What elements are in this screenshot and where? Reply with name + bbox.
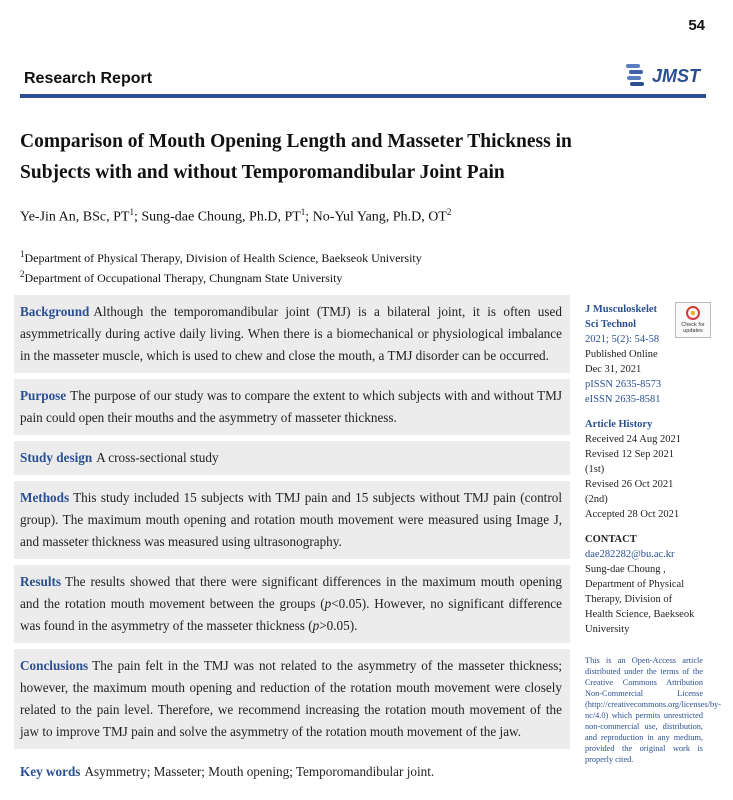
contact-title: CONTACT (585, 534, 637, 545)
contact-line: Therapy, Division of (585, 594, 673, 605)
section-label: Research Report (24, 70, 153, 87)
abstract-keywords: Key words Asymmetry; Masseter; Mouth opening; Temporomandibular joint. (20, 764, 435, 779)
page-number: 54 (688, 17, 705, 34)
abstract-label: Study design (20, 450, 93, 465)
abstract-methods: Methods This study included 15 subjects with TMJ pain and 15 subjects without TMJ pain (control group). The maximum mouth opening and rotation mouth movement were measured using Image J, and masseter thickness was measured using ultrasonography. (14, 481, 570, 559)
history-item: (2nd) (585, 494, 608, 505)
journal-name: Sci Technol (585, 319, 637, 330)
citation: 2021; 5(2): 54-58 (585, 334, 660, 345)
published-label: Published Online (585, 349, 658, 360)
check-for-updates-badge[interactable] (675, 302, 711, 338)
journal-logo (624, 62, 700, 90)
abstract-label: Results (20, 574, 62, 589)
abstract-background: Background Although the temporomandibular joint (TMJ) is a bilateral joint, it is often used asymmetrically during active daily living. When there is a biomechanical or physiological imbalance in the masseter muscle, which is used to chew and close the mouth, a TMJ disorder can be occurred. (14, 295, 570, 373)
article-info-sidebar (585, 302, 722, 765)
header-rule (20, 94, 706, 98)
abstract-study-design: Study design A cross-sectional study (14, 441, 570, 475)
check-for-updates-label: Check for updates (681, 322, 705, 334)
eissn: eISSN 2635-8581 (585, 394, 661, 405)
pissn: pISSN 2635-8573 (585, 379, 662, 390)
author-affiliation-mark: 2 (446, 207, 452, 217)
author: Sung-dae Choung, Ph.D, PT (141, 209, 301, 225)
affiliation-list (20, 246, 580, 286)
abstract-results: Results The results showed that there were significant differences in the maximum mouth opening and the rotation mouth movement between the groups (p<0.05). However, no significant difference was found in the asymmetry of the masseter thickness (p>0.05). (14, 565, 570, 643)
abstract-label: Background (20, 304, 90, 319)
contact-line: University (585, 624, 630, 635)
history-item: Revised 26 Oct 2021 (585, 479, 674, 490)
history-item: Revised 12 Sep 2021 (585, 449, 674, 460)
abstract-label: Methods (20, 490, 70, 505)
author: Ye-Jin An, BSc, PT (20, 209, 130, 225)
article-title: Comparison of Mouth Opening Length and Masseter Thickness in Subjects with and without Temporomandibular Joint Pain (20, 131, 572, 183)
history-item: (1st) (585, 464, 605, 475)
journal-name: J Musculoskelet (585, 304, 658, 315)
history-item: Received 24 Aug 2021 (585, 434, 681, 445)
journal-abbrev: JMST (651, 65, 700, 86)
abstract-purpose: Purpose The purpose of our study was to compare the extent to which subjects with and without TMJ pain could open their mouths and the asymmetry of masseter thickness. (14, 379, 570, 435)
contact-line: Health Science, Baekseok (585, 609, 695, 620)
abstract-label: Key words (20, 764, 81, 779)
history-title: Article History (585, 419, 653, 430)
affiliation: $^1$Department of Physical Therapy, Division of Health Science, Baekseok University (20, 249, 422, 265)
author-affiliation-mark: 1 (300, 207, 306, 217)
jmst-spine-logo-icon (624, 62, 648, 90)
published-date: Dec 31, 2021 (585, 364, 642, 375)
abstract (14, 295, 570, 789)
abstract-conclusions: Conclusions The pain felt in the TMJ was not related to the asymmetry of the masseter thickness; however, the maximum mouth opening and reduction of the rotation mouth movement were closely related to the pain level. Therefore, we recommend increasing the rotation mouth movement of the jaw to improve TMJ pain and solve the asymmetry of the rotation mouth movement of the jaw. (14, 649, 570, 749)
author: No-Yul Yang, Ph.D, OT (312, 209, 447, 225)
author-affiliation-mark: 1 (129, 207, 134, 217)
abstract-label: Conclusions (20, 658, 89, 673)
abstract-label: Purpose (20, 388, 67, 403)
author-list: Ye-Jin An, BSc, $PT^1$; Sung-dae Choung, Ph.D, $PT^1$; No-Yul Yang, Ph.D, $OT^2$ (20, 207, 452, 225)
check-for-updates-icon (686, 306, 700, 320)
contact-line: Sung-dae Choung , (585, 564, 666, 575)
page-header (20, 66, 706, 100)
affiliation: $^2$Department of Occupational Therapy, Chungnam State University (20, 269, 343, 285)
history-item: Accepted 28 Oct 2021 (585, 509, 680, 520)
license-text: This is an Open-Access article distributed under the terms of the Creative Commons Attribution Non-Commercial License (http://creativecommons.org/licenses/by-nc/4.0) which permits unrestricted non-commercial use, distribution, and reproduction in any medium, provided the original work is properly cited. (585, 656, 722, 764)
contact-email[interactable]: dae282282@bu.ac.kr (585, 549, 675, 560)
contact-line: Department of Physical (585, 579, 685, 590)
